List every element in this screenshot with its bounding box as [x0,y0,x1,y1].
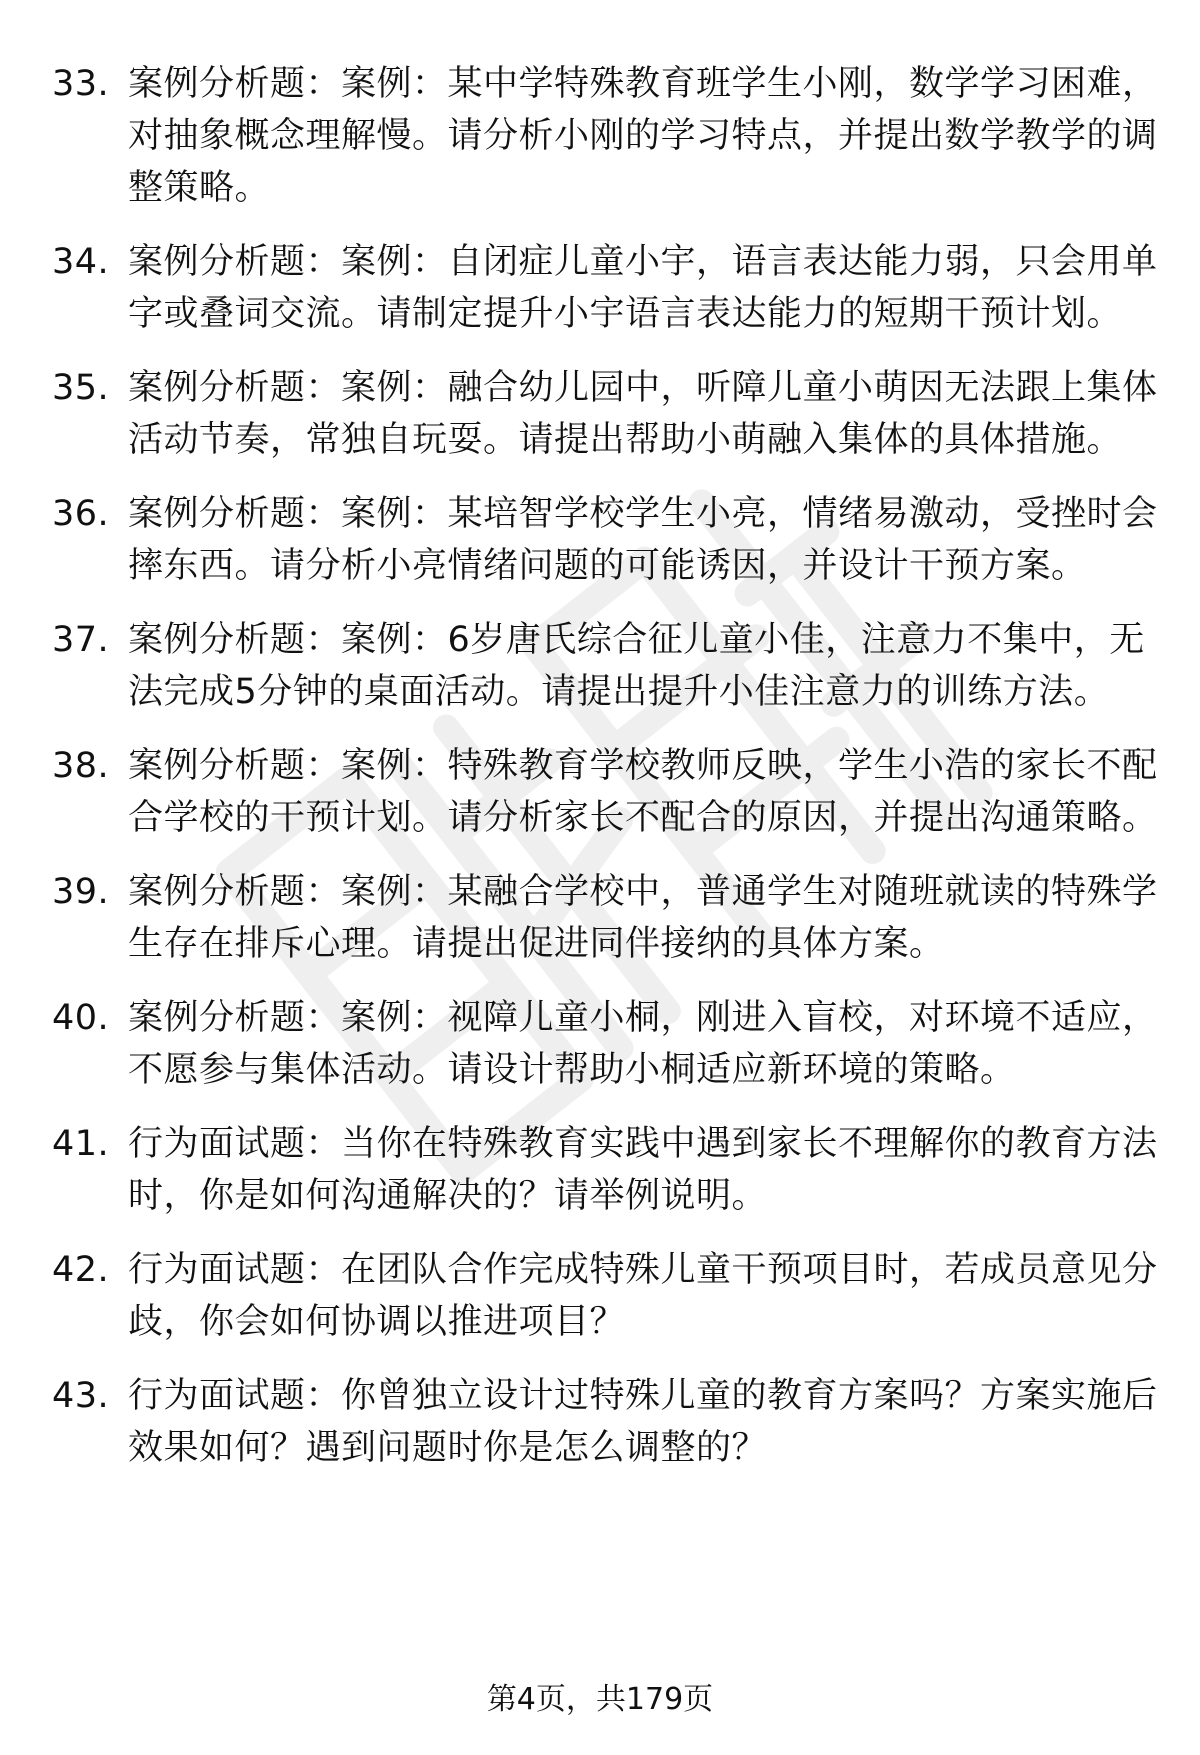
question-text: 案例分析题：案例：6岁唐氏综合征儿童小佳，注意力不集中，无法完成5分钟的桌面活动。请提出提升小佳注意力的训练方法。 [128,620,1145,712]
question-text: 行为面试题：当你在特殊教育实践中遇到家长不理解你的教育方法时，你是如何沟通解决的？请举例说明。 [128,1124,1158,1216]
question-text: 案例分析题：案例：特殊教育学校教师反映，学生小浩的家长不配合学校的干预计划。请分析家长不配合的原因，并提出沟通策略。 [128,746,1158,838]
question-item [0,614,1200,718]
question-number: 33. [52,64,110,104]
question-number: 38. [52,746,110,786]
question-number: 35. [52,368,110,408]
question-item [0,1244,1200,1348]
question-text: 行为面试题：你曾独立设计过特殊儿童的教育方案吗？方案实施后效果如何？遇到问题时你是怎么调整的？ [128,1376,1158,1468]
question-number: 41. [52,1124,110,1164]
question-number: 37. [52,620,110,660]
question-number: 40. [52,998,110,1038]
page-footer: 第4页，共179页 [486,1682,714,1717]
question-text: 案例分析题：案例：某融合学校中，普通学生对随班就读的特殊学生存在排斥心理。请提出促进同伴接纳的具体方案。 [128,872,1158,964]
question-text: 案例分析题：案例：某培智学校学生小亮，情绪易激动，受挫时会摔东西。请分析小亮情绪问题的可能诱因，并设计干预方案。 [128,494,1158,586]
question-text: 案例分析题：案例：自闭症儿童小宇，语言表达能力弱，只会用单字或叠词交流。请制定提升小宇语言表达能力的短期干预计划。 [128,242,1158,334]
question-item [0,1118,1200,1222]
question-item [0,488,1200,592]
question-text: 案例分析题：案例：某中学特殊教育班学生小刚，数学学习困难，对抽象概念理解慢。请分析小刚的学习特点，并提出数学教学的调整策略。 [128,64,1158,208]
question-number: 36. [52,494,110,534]
question-item [0,1370,1200,1474]
question-number: 34. [52,242,110,282]
question-item [0,236,1200,340]
question-number: 43. [52,1376,110,1416]
question-item [0,58,1200,214]
question-text: 行为面试题：在团队合作完成特殊儿童干预项目时，若成员意见分歧，你会如何协调以推进项目？ [128,1250,1158,1342]
question-number: 42. [52,1250,110,1290]
question-item [0,992,1200,1096]
question-item [0,362,1200,466]
question-list [0,58,1200,1496]
question-item [0,740,1200,844]
question-text: 案例分析题：案例：融合幼儿园中，听障儿童小萌因无法跟上集体活动节奏，常独自玩耍。请提出帮助小萌融入集体的具体措施。 [128,368,1158,460]
question-item [0,866,1200,970]
question-number: 39. [52,872,110,912]
question-text: 案例分析题：案例：视障儿童小桐，刚进入盲校，对环境不适应，不愿参与集体活动。请设计帮助小桐适应新环境的策略。 [128,998,1158,1090]
